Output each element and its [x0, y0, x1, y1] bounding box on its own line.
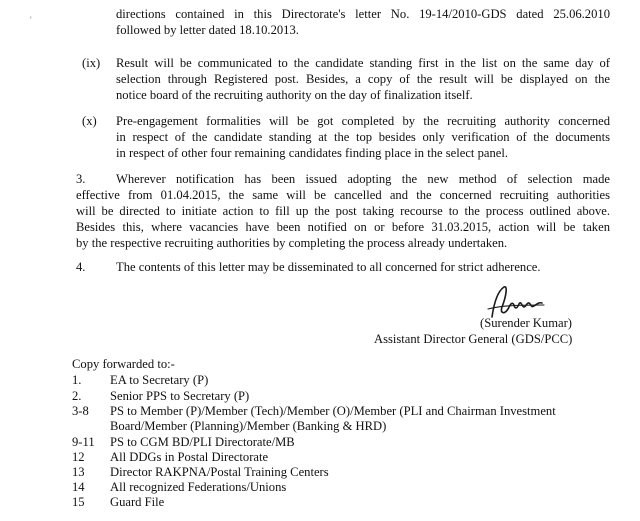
text-line: followed by letter dated 18.10.2013.: [116, 23, 299, 37]
text-line: Pre-engagement formalities will be got completed by the recruiting authority concerned: [116, 114, 610, 128]
copy-item-text: All recognized Federations/Unions: [110, 480, 287, 494]
paragraph-4: The contents of this letter may be disseminated to all concerned for strict adherence.: [116, 260, 541, 274]
copy-item-text: Director RAKPNA/Postal Training Centers: [110, 465, 329, 479]
item-ix-text: [116, 55, 610, 103]
copy-item-text: EA to Secretary (P): [110, 373, 209, 387]
item-number: (ix): [82, 56, 101, 70]
signatory-designation: Assistant Director General (GDS/PCC): [374, 332, 573, 346]
text-line: in respect of the candidate standing at the top besides only verification of the documents: [116, 130, 610, 144]
copy-item-text: Senior PPS to Secretary (P): [110, 389, 250, 403]
copy-item-number: 15: [72, 495, 85, 509]
text-line: Result will be communicated to the candidate standing first in the list on the same day of: [116, 56, 610, 70]
copy-item-number: 3-8: [72, 404, 89, 418]
paragraph-number: 3.: [76, 172, 86, 186]
copy-item-number: 12: [72, 450, 85, 464]
copy-item-text: Guard File: [110, 495, 165, 509]
item-number: (x): [82, 114, 97, 128]
item-x-text: [116, 113, 610, 161]
text-line: in respect of other four remaining candidates finding place in the select panel.: [116, 146, 509, 160]
copy-item-number: 13: [72, 465, 85, 479]
signatory-name: (Surender Kumar): [480, 316, 572, 330]
text-line: will be directed to initiate action to fill up the post taking recourse to the process outlined above.: [76, 204, 610, 218]
text-line: Besides this, where vacancies have been notified on or before 31.03.2015, action will be taken: [76, 220, 610, 234]
copy-item-number: 9-11: [72, 435, 95, 449]
copy-item-number: 1.: [72, 373, 82, 387]
paragraph-3: [76, 171, 610, 251]
copy-item-number: 14: [72, 480, 85, 494]
stray-mark: ': [30, 15, 32, 25]
text-line: by the respective recruiting authorities by completing the process already undertaken.: [76, 236, 508, 250]
copy-item-text: PS to Member (P)/Member (Tech)/Member (O)/Member (PLI and Chairman Investment: [110, 404, 556, 418]
text-line: selection through Registered post. Besides, a copy of the result will be displayed on the: [116, 72, 610, 86]
text-line: effective from 01.04.2015, the same will be cancelled and the concerned recruiting authorities: [76, 188, 610, 202]
copy-item-text: All DDGs in Postal Directorate: [110, 450, 269, 464]
copy-item-number: 2.: [72, 389, 82, 403]
copy-item-text: Board/Member (Planning)/Member (Banking & HRD): [110, 419, 387, 433]
copy-item-text: PS to CGM BD/PLI Directorate/MB: [110, 435, 295, 449]
paragraph-continuation: [116, 6, 610, 38]
text-line: directions contained in this Directorate's letter No. 19-14/2010-GDS dated 25.06.2010: [116, 7, 610, 21]
copy-heading: Copy forwarded to:-: [72, 357, 175, 371]
text-line: notice board of the recruiting authority on the day of finalization itself.: [116, 88, 473, 102]
text-line: Wherever notification has been issued adopting the new method of selection made: [116, 172, 610, 186]
paragraph-number: 4.: [76, 260, 86, 274]
